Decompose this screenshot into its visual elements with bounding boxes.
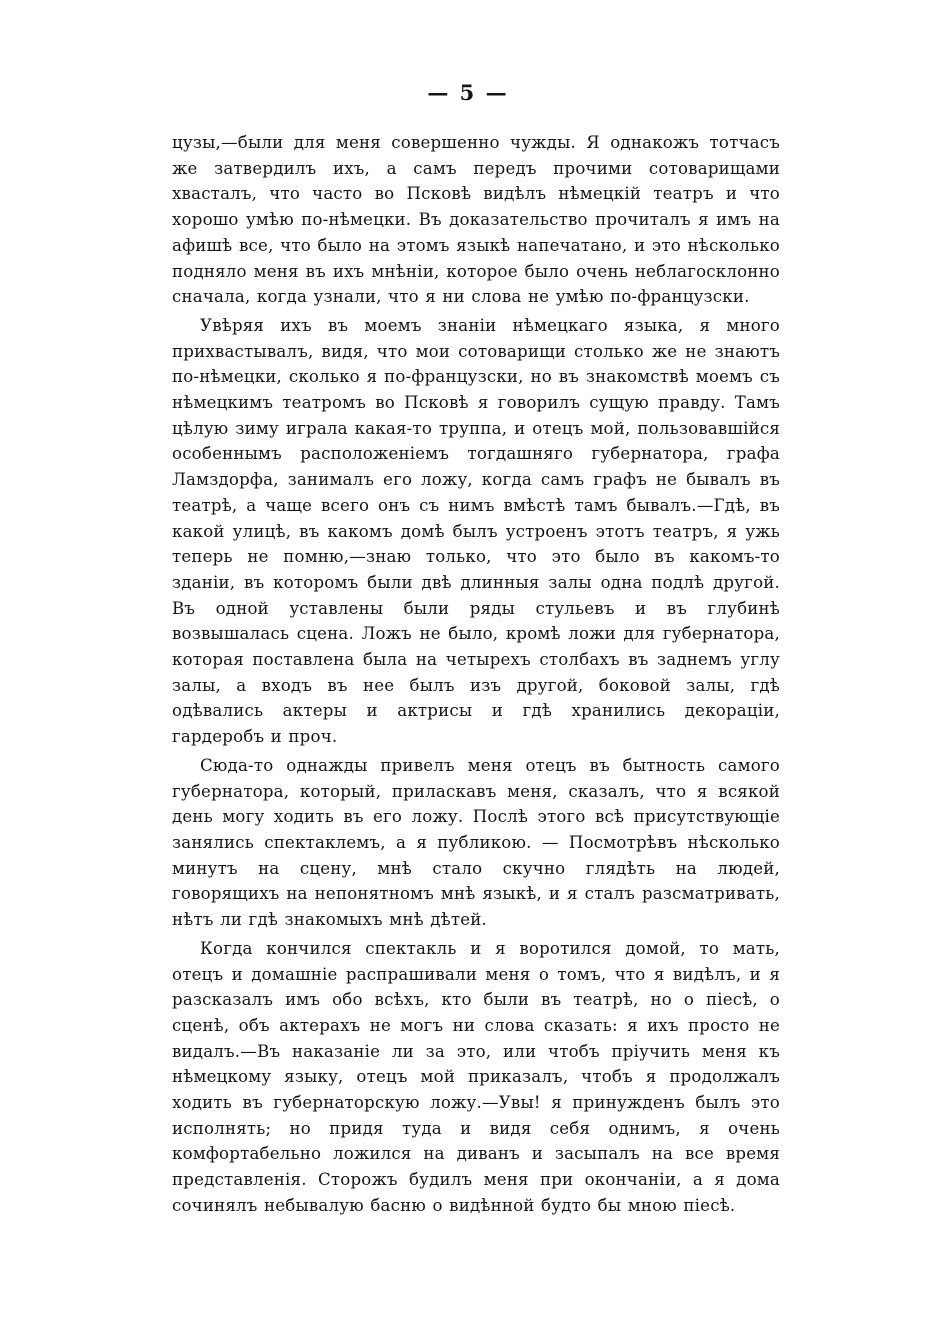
paragraph-continuation: цузы,—были для меня совершенно чужды. Я однакожъ тотчасъ же затвердилъ ихъ, а самъ передъ прочими сотоварищами хвасталъ, что часто во Псковѣ видѣлъ нѣмецкій театръ и что хорошо умѣю по-нѣмецки. Въ доказательство прочиталъ я имъ на афишѣ все, что было на этомъ языкѣ напечатано, и это нѣсколько подняло меня въ ихъ мнѣніи, которое было очень неблагосклонно сначала, когда узнали, что я ни слова не умѣю по-французски. <box>172 133 780 307</box>
paragraph-first-visit: Сюда-то однажды привелъ меня отецъ въ бытность самого губернатора, который, приласкавъ меня, сказалъ, что я всякой день могу ходить въ его ложу. Послѣ этого всѣ присутствующіе занялись спектаклемъ, а я публикою. — Посмотрѣвъ нѣсколько минутъ на сцену, мнѣ стало скучно глядѣть на людей, говорящихъ на непонятномъ мнѣ языкѣ, и я сталъ разсматривать, нѣтъ ли гдѣ знакомыхъ мнѣ дѣтей. <box>172 755 780 930</box>
page-body <box>172 130 780 1219</box>
paragraph-punishment: Когда кончился спектакль и я воротился домой, то мать, отецъ и домашніе распрашивали меня о томъ, что я видѣлъ, и я разсказалъ имъ обо всѣхъ, кто были въ театрѣ, но о піесѣ, о сценѣ, объ актерахъ не могъ ни слова сказать: я ихъ просто не видалъ.—Въ наказаніе ли за это, или чтобъ пріучить меня къ нѣмецкому языку, отецъ мой приказалъ, чтобъ я продолжалъ ходить въ губернаторскую ложу.—Увы! я принужденъ былъ это исполнять; но придя туда и видя себя однимъ, я очень комфортабельно ложился на диванъ и засыпалъ на все время представленія. Сторожъ будилъ меня при окончаніи, а я дома сочинялъ небывалую басню о видѣнной будто бы мною піесѣ. <box>172 938 780 1215</box>
page-number: — 5 — <box>427 80 509 105</box>
paragraph-german-theatre: Увѣряя ихъ въ моемъ знаніи нѣмецкаго языка, я много прихвастывалъ, видя, что мои сотоварищи столько же не знаютъ по-нѣмецки, сколько я по-французски, но въ знакомствѣ моемъ съ нѣмецкимъ театромъ во Псковѣ я говорилъ сущую правду. Тамъ цѣлую зиму играла какая-то труппа, и отецъ мой, пользовавшійся особеннымъ расположеніемъ тогдашняго губернатора, графа Ламздорфа, занималъ его ложу, когда самъ графъ не бывалъ въ театрѣ, а чаще всего онъ съ нимъ вмѣстѣ тамъ бывалъ.—Гдѣ, въ какой улицѣ, въ какомъ домѣ былъ устроенъ этотъ театръ, я ужь теперь не помню,—знаю только, что это было въ какомъ-то зданіи, въ которомъ были двѣ длинныя залы одна подлѣ другой. Въ одной уставлены были ряды стульевъ и въ глубинѣ возвышалась сцена. Ложъ не было, кромѣ ложи для губернатора, которая поставлена была на четырехъ столбахъ въ заднемъ углу залы, а входъ въ нее былъ изъ другой, боковой залы, гдѣ одѣвались актеры и актрисы и гдѣ хранились декораціи, гардеробъ и проч. <box>172 315 780 747</box>
